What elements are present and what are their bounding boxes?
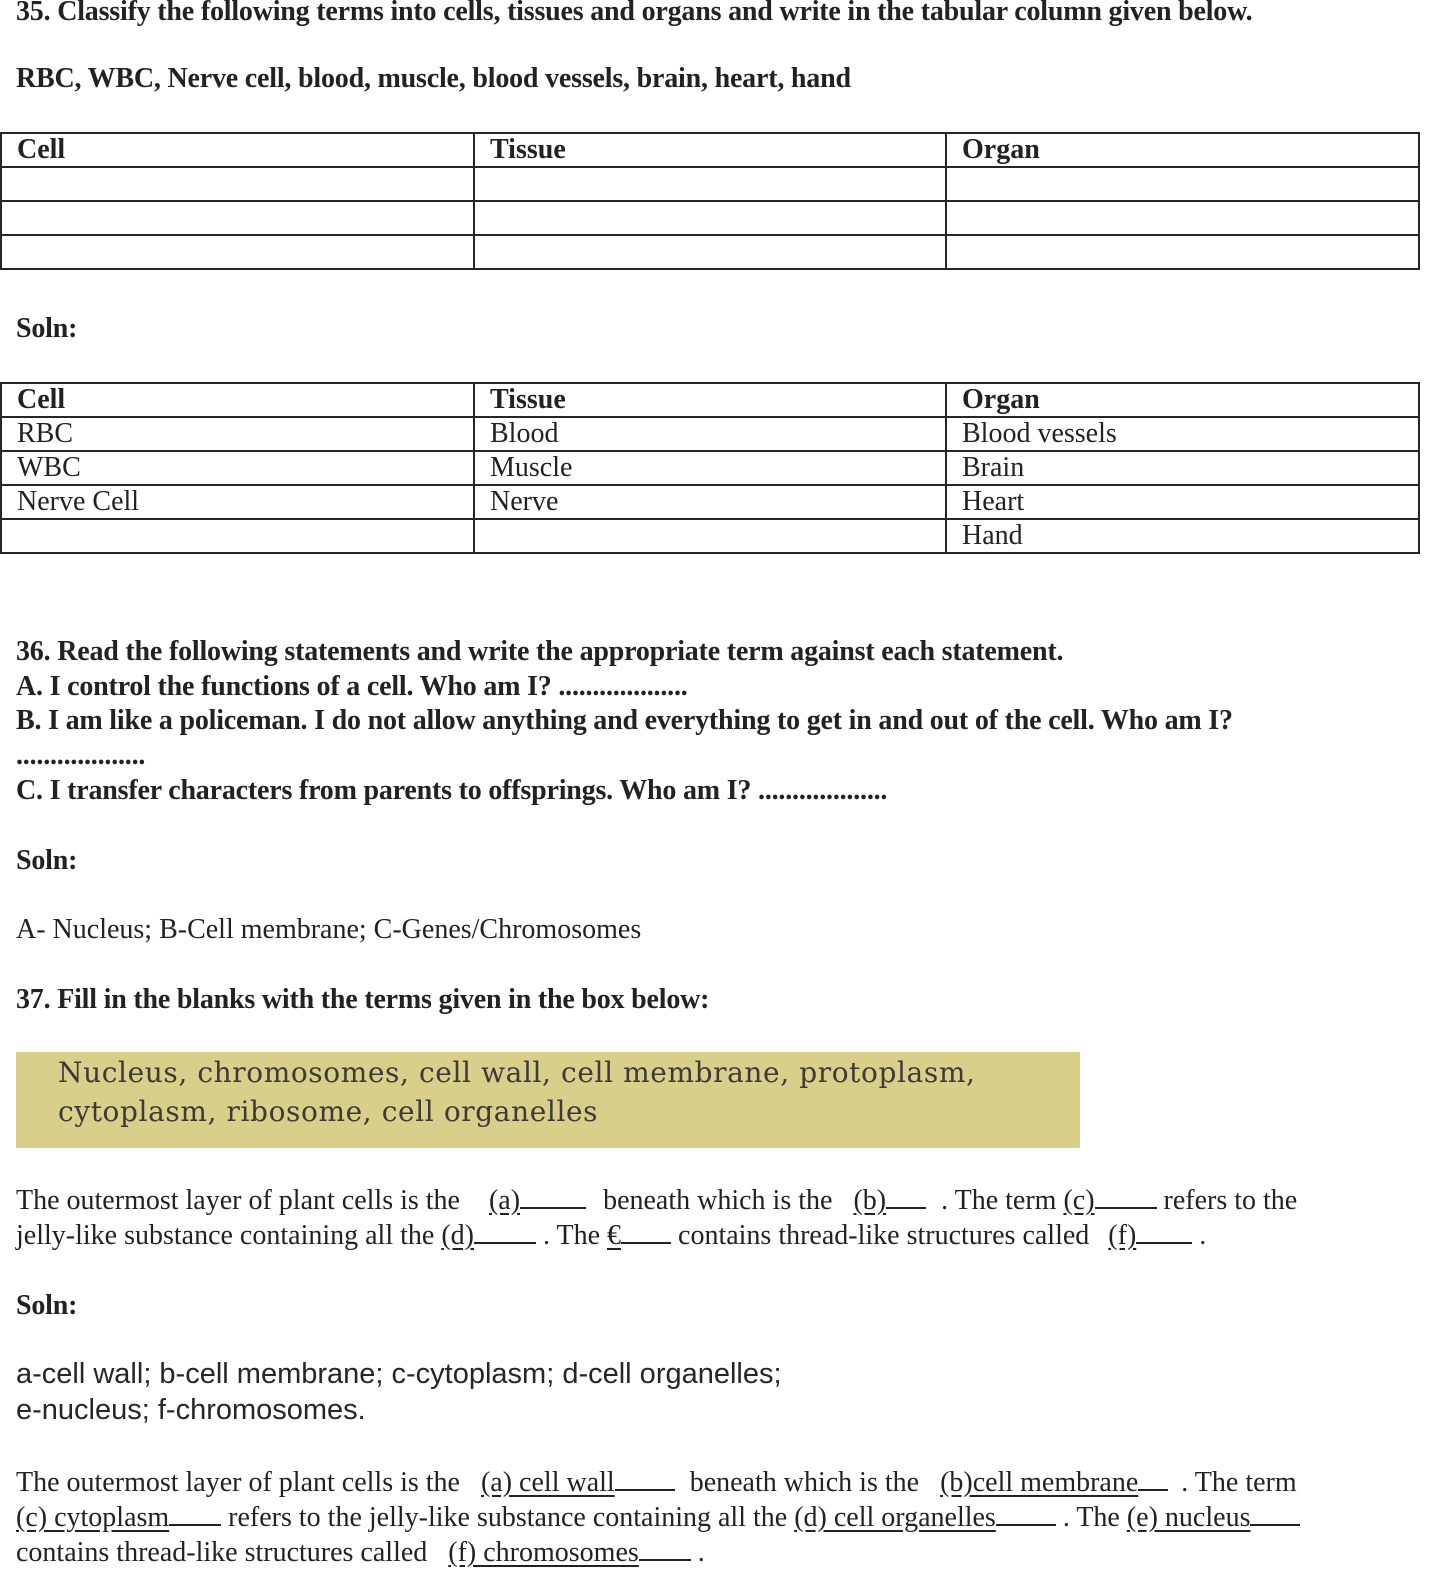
question-35: 35. Classify the following terms into cells, tissues and organs and write in the tabular column given below. [16,0,1253,27]
table-cell [474,519,946,553]
table-row [1,519,1419,553]
table-cell [946,167,1419,201]
answer-37-line-2: e-nucleus; f-chromosomes. [16,1394,366,1426]
filled-a: (a) cell wall [480,1467,615,1498]
filled-paragraph-line-2 [16,1502,1300,1534]
answer-table [0,382,1420,554]
text: . The [1062,1502,1120,1533]
table-cell: WBC [1,451,474,485]
header-organ: Organ [946,383,1419,417]
table-row [1,235,1419,269]
text: . [1199,1220,1207,1251]
table-cell [1,519,474,553]
soln-label: Soln: [16,1290,78,1321]
table-cell: Blood [474,417,946,451]
table-cell [474,201,946,235]
table-cell [474,167,946,201]
table-row [1,201,1419,235]
header-tissue: Tissue [474,383,946,417]
table-cell [946,235,1419,269]
table-cell [946,201,1419,235]
header-organ: Organ [946,133,1419,167]
blank-c: (c) [1063,1185,1095,1216]
blank-b: (b) [853,1185,887,1216]
text: beneath which is the [603,1185,833,1216]
text: refers to the jelly-like substance containing all the [228,1502,788,1533]
text: . The term [1181,1467,1297,1498]
soln-label: Soln: [16,845,78,876]
table-cell: Blood vessels [946,417,1419,451]
blank-table [0,132,1420,270]
terms-list: RBC, WBC, Nerve cell, blood, muscle, blood vessels, brain, heart, hand [16,63,851,94]
text: . The term [941,1185,1057,1216]
table-cell: RBC [1,417,474,451]
question-36: 36. Read the following statements and write the appropriate term against each statement. [16,636,1064,667]
table-header-row [1,133,1419,167]
table-cell [474,235,946,269]
text: . The [542,1220,601,1251]
table-row [1,485,1419,519]
table-cell [1,201,474,235]
table-cell: Hand [946,519,1419,553]
text: jelly-like substance containing all the [16,1220,435,1251]
filled-d: (d) cell organelles [794,1502,996,1533]
header-tissue: Tissue [474,133,946,167]
table-cell: Brain [946,451,1419,485]
soln-label: Soln: [16,313,78,344]
table-cell [1,167,474,201]
table-row [1,417,1419,451]
filled-e: (e) nucleus [1126,1502,1251,1533]
text: contains thread-like structures called [16,1537,428,1568]
fill-paragraph-line-1 [16,1185,1297,1217]
text: beneath which is the [689,1467,920,1498]
filled-f: (f) chromosomes [448,1537,639,1568]
blank-e: € [607,1220,622,1251]
text: . [697,1537,705,1568]
blank-f: (f) [1108,1220,1137,1251]
header-cell: Cell [1,383,474,417]
blank-a: (a) [488,1185,521,1216]
word-box-line-2: cytoplasm, ribosome, cell organelles [58,1095,599,1128]
statement-b-blank: ................... [16,740,146,771]
answer-37-line-1: a-cell wall; b-cell membrane; c-cytoplasm; d-cell organelles; [16,1358,782,1390]
fill-paragraph-line-2 [16,1220,1206,1252]
statement-a: A. I control the functions of a cell. Who am I? ................... [16,671,688,702]
table-cell [1,235,474,269]
table-header-row [1,383,1419,417]
statement-c: C. I transfer characters from parents to offsprings. Who am I? ................... [16,775,888,806]
filled-paragraph-line-1 [16,1467,1297,1499]
table-cell: Heart [946,485,1419,519]
statement-b: B. I am like a policeman. I do not allow anything and everything to get in and out of the cell. Who am I? [16,705,1233,736]
header-cell: Cell [1,133,474,167]
table-row [1,451,1419,485]
filled-paragraph-line-3 [16,1537,705,1569]
answer-36: A- Nucleus; B-Cell membrane; C-Genes/Chromosomes [16,914,642,945]
text: The outermost layer of plant cells is the [16,1467,460,1498]
word-box-line-1: Nucleus, chromosomes, cell wall, cell membrane, protoplasm, [58,1056,976,1089]
text: refers to the [1163,1185,1298,1216]
text: contains thread-like structures called [678,1220,1090,1251]
blank-d: (d) [441,1220,474,1251]
table-cell: Muscle [474,451,946,485]
word-box [16,1052,1080,1148]
table-cell: Nerve Cell [1,485,474,519]
filled-c: (c) cytoplasm [16,1502,170,1533]
table-cell: Nerve [474,485,946,519]
question-37: 37. Fill in the blanks with the terms given in the box below: [16,984,710,1015]
text: The outermost layer of plant cells is the [16,1185,460,1216]
filled-b: (b)cell membrane [940,1467,1139,1498]
table-row [1,167,1419,201]
